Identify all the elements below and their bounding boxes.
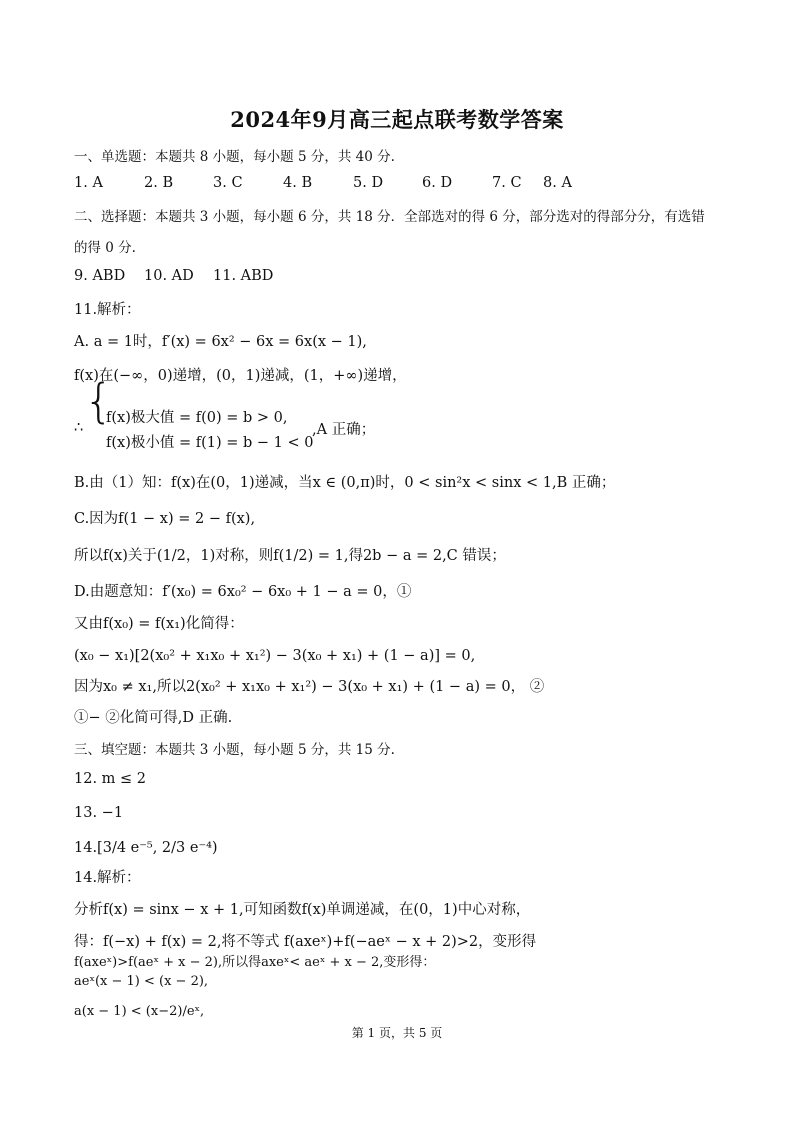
answer-5: 5. D — [353, 175, 384, 191]
solution-11-a-line2: f(x)在(−∞，0)递增，(0，1)递减，(1，+∞)递增， — [74, 368, 407, 384]
answer-1: 1. A — [74, 175, 103, 191]
solution-11-a-line1: A. a = 1时，f′(x) = 6x² − 6x = 6x(x − 1), — [74, 334, 367, 350]
answer-14: 14.[3/4 e⁻⁵, 2/3 e⁻⁴) — [74, 840, 218, 856]
solution-11-a-max: f(x)极大值 = f(0) = b > 0, — [106, 410, 288, 426]
solution-14-line2: 得：f(−x) + f(x) = 2,将不等式 f(axeˣ)+f(−aeˣ − x + 2)>2，变形得 — [74, 934, 537, 950]
solution-11-d-line2: 又由f(x₀) = f(x₁)化简得： — [74, 616, 244, 632]
answer-6: 6. D — [422, 175, 453, 191]
section-2-heading-line2: 的得 0 分. — [74, 240, 136, 256]
solution-11-d-line3: (x₀ − x₁)[2(x₀² + x₁x₀ + x₁²) − 3(x₀ + x₁) + (1 − a)] = 0, — [74, 648, 476, 664]
answer-2: 2. B — [144, 175, 174, 191]
solution-14-line4: aeˣ(x − 1) < (x − 2), — [74, 974, 209, 989]
solution-11-title: 11.解析： — [74, 302, 141, 318]
answer-8: 8. A — [543, 175, 572, 191]
solution-11-a-min: f(x)极小值 = f(1) = b − 1 < 0 — [106, 435, 314, 451]
answers-row-1 — [74, 175, 734, 195]
answer-12: 12. m ≤ 2 — [74, 771, 147, 787]
solution-11-b: B.由（1）知：f(x)在(0，1)递减，当x ∈ (0,π)时，0 < sin²x < sinx < 1,B 正确； — [74, 475, 616, 491]
solution-11-d-line5: ①− ②化简可得,D 正确. — [74, 710, 233, 726]
solution-11-d-line1: D.由题意知：f′(x₀) = 6x₀² − 6x₀ + 1 − a = 0，① — [74, 584, 412, 600]
answer-7: 7. C — [492, 175, 522, 191]
solution-14-line5: a(x − 1) < (x−2)/eˣ, — [74, 1004, 205, 1019]
answer-4: 4. B — [283, 175, 313, 191]
solution-11-c-line1: C.因为f(1 − x) = 2 − f(x), — [74, 511, 256, 527]
answer-9: 9. ABD — [74, 268, 126, 284]
section-1-heading: 一、单选题：本题共 8 小题，每小题 5 分，共 40 分. — [74, 149, 395, 165]
solution-11-a-conclusion: ,A 正确； — [312, 422, 376, 438]
solution-14-line1: 分析f(x) = sinx − x + 1,可知函数f(x)单调递减，在(0，1)中心对称， — [74, 902, 531, 918]
solution-11-d-line4: 因为x₀ ≠ x₁,所以2(x₀² + x₁x₀ + x₁²) − 3(x₀ + x₁) + (1 − a) = 0， ② — [74, 679, 545, 695]
answer-3: 3. C — [213, 175, 243, 191]
solution-11-c-line2: 所以f(x)关于(1/2，1)对称，则f(1/2) = 1,得2b − a = 2,C 错误； — [74, 548, 506, 564]
answer-11: 11. ABD — [213, 268, 274, 284]
answer-10: 10. AD — [144, 268, 194, 284]
page-title: 2024年9月高三起点联考数学答案 — [230, 107, 564, 132]
solution-14-line3: f(axeˣ)>f(aeˣ + x − 2),所以得axeˣ< aeˣ + x − 2,变形得： — [74, 955, 436, 970]
left-brace-symbol: { — [84, 374, 114, 428]
answer-13: 13. −1 — [74, 805, 124, 821]
section-3-heading: 三、填空题：本题共 3 小题，每小题 5 分，共 15 分. — [74, 742, 395, 758]
solution-14-title: 14.解析： — [74, 870, 141, 886]
therefore-symbol: ∴ — [74, 420, 84, 436]
page-footer: 第 1 页，共 5 页 — [351, 1026, 443, 1040]
section-2-heading-line1: 二、选择题：本题共 3 小题，每小题 6 分，共 18 分．全部选对的得 6 分，部分选对的得部分分，有选错 — [74, 209, 705, 225]
